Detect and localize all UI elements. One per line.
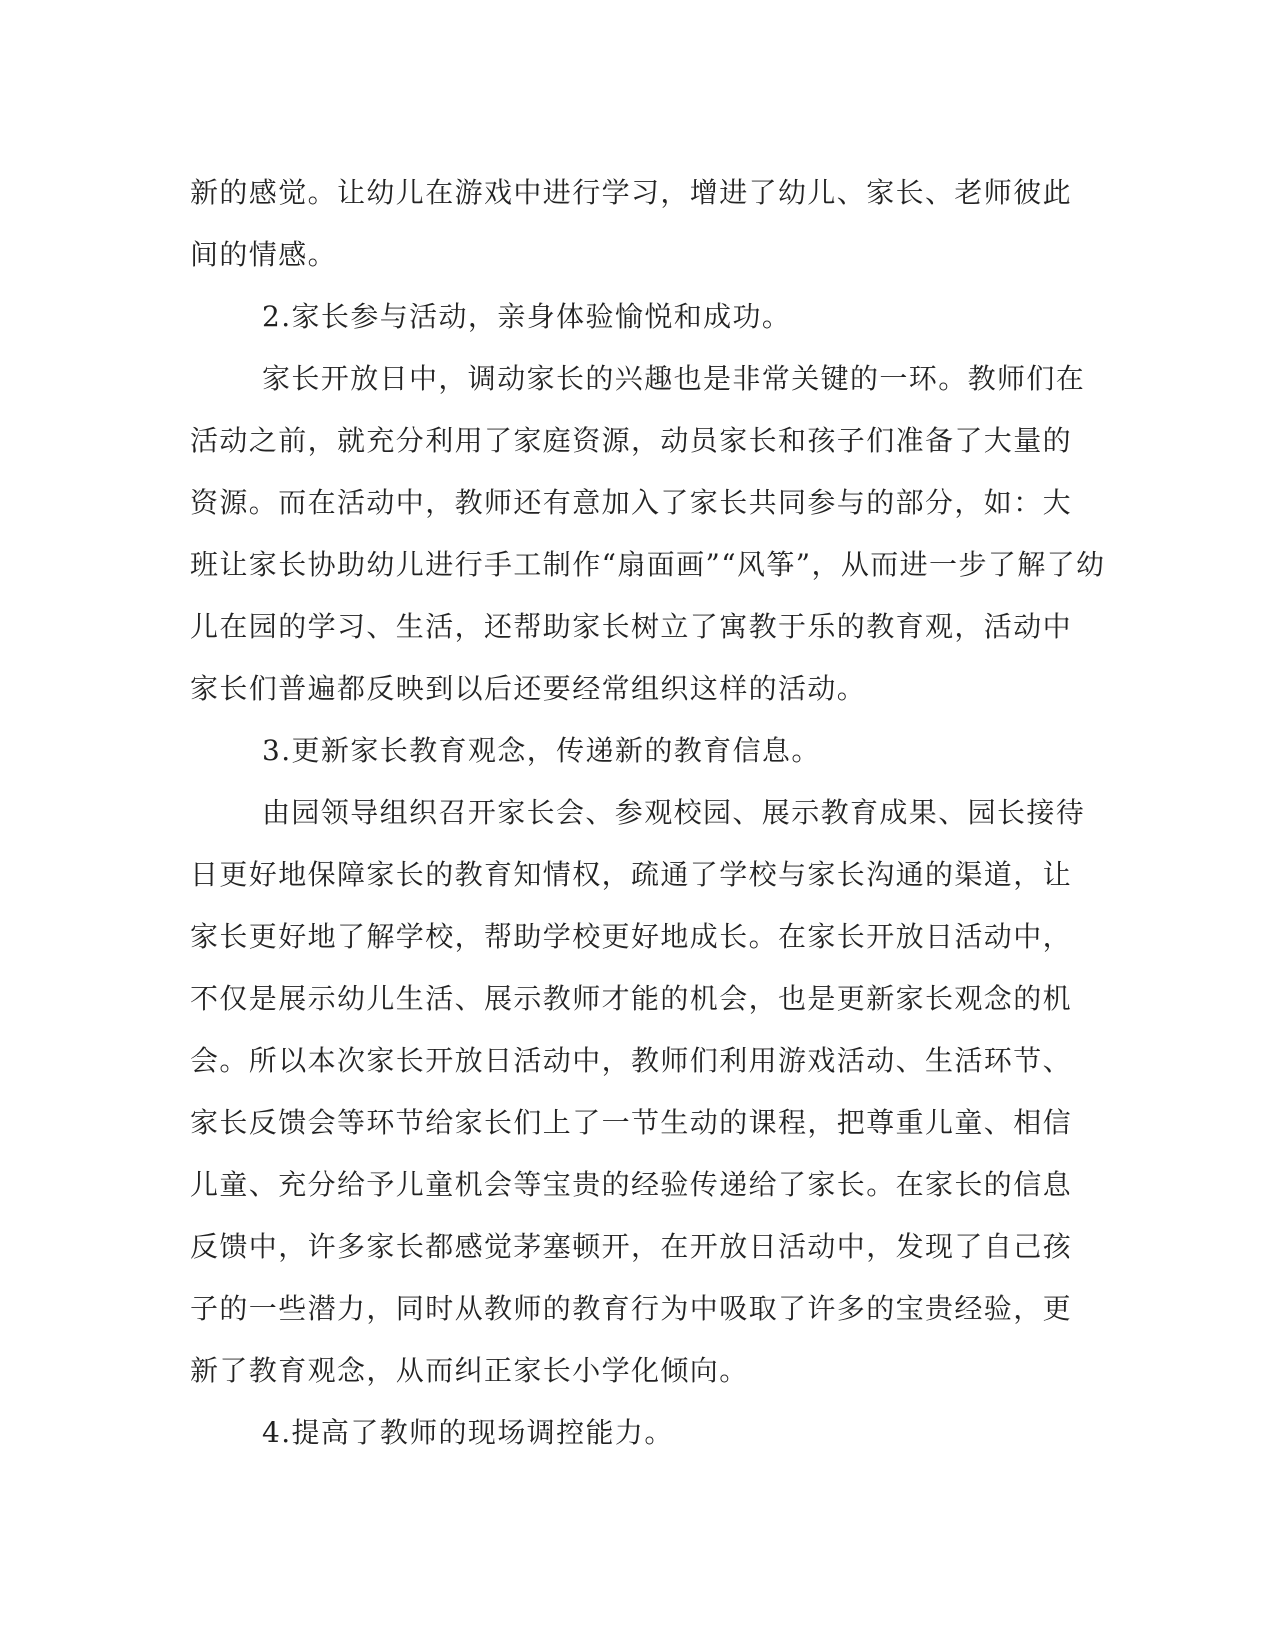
section-heading-3: 3.更新家长教育观念，传递新的教育信息。 — [262, 734, 821, 767]
paragraph-start: 家长开放日中，调动家长的兴趣也是非常关键的一环。教师们在 — [262, 362, 1086, 395]
text-line: 新的感觉。让幼儿在游戏中进行学习，增进了幼儿、家长、老师彼此 — [190, 176, 1073, 209]
document-body — [190, 162, 1106, 1464]
text-line: 家长们普遍都反映到以后还要经常组织这样的活动。 — [190, 672, 867, 705]
text-line: 家长反馈会等环节给家长们上了一节生动的课程，把尊重儿童、相信 — [190, 1106, 1073, 1139]
text-line: 日更好地保障家长的教育知情权，疏通了学校与家长沟通的渠道，让 — [190, 858, 1073, 891]
text-line: 会。所以本次家长开放日活动中，教师们利用游戏活动、生活环节、 — [190, 1044, 1073, 1077]
text-line: 活动之前，就充分利用了家庭资源，动员家长和孩子们准备了大量的 — [190, 424, 1073, 457]
paragraph-start: 由园领导组织召开家长会、参观校园、展示教育成果、园长接待 — [262, 796, 1086, 829]
text-line: 儿在园的学习、生活，还帮助家长树立了寓教于乐的教育观，活动中 — [190, 610, 1073, 643]
text-line: 不仅是展示幼儿生活、展示教师才能的机会，也是更新家长观念的机 — [190, 982, 1073, 1015]
text-line: 子的一些潜力，同时从教师的教育行为中吸取了许多的宝贵经验，更 — [190, 1292, 1073, 1325]
text-line: 资源。而在活动中，教师还有意加入了家长共同参与的部分，如：大 — [190, 486, 1073, 519]
text-line: 新了教育观念，从而纠正家长小学化倾向。 — [190, 1354, 749, 1387]
section-heading-4: 4.提高了教师的现场调控能力。 — [262, 1416, 674, 1449]
text-line: 间的情感。 — [190, 238, 338, 271]
text-line: 家长更好地了解学校，帮助学校更好地成长。在家长开放日活动中， — [190, 920, 1073, 953]
section-heading-2: 2.家长参与活动，亲身体验愉悦和成功。 — [262, 300, 792, 333]
text-line: 儿童、充分给予儿童机会等宝贵的经验传递给了家长。在家长的信息 — [190, 1168, 1073, 1201]
text-line: 班让家长协助幼儿进行手工制作“扇面画”“风筝”，从而进一步了解了幼 — [190, 548, 1106, 581]
text-line: 反馈中，许多家长都感觉茅塞顿开，在开放日活动中，发现了自己孩 — [190, 1230, 1073, 1263]
